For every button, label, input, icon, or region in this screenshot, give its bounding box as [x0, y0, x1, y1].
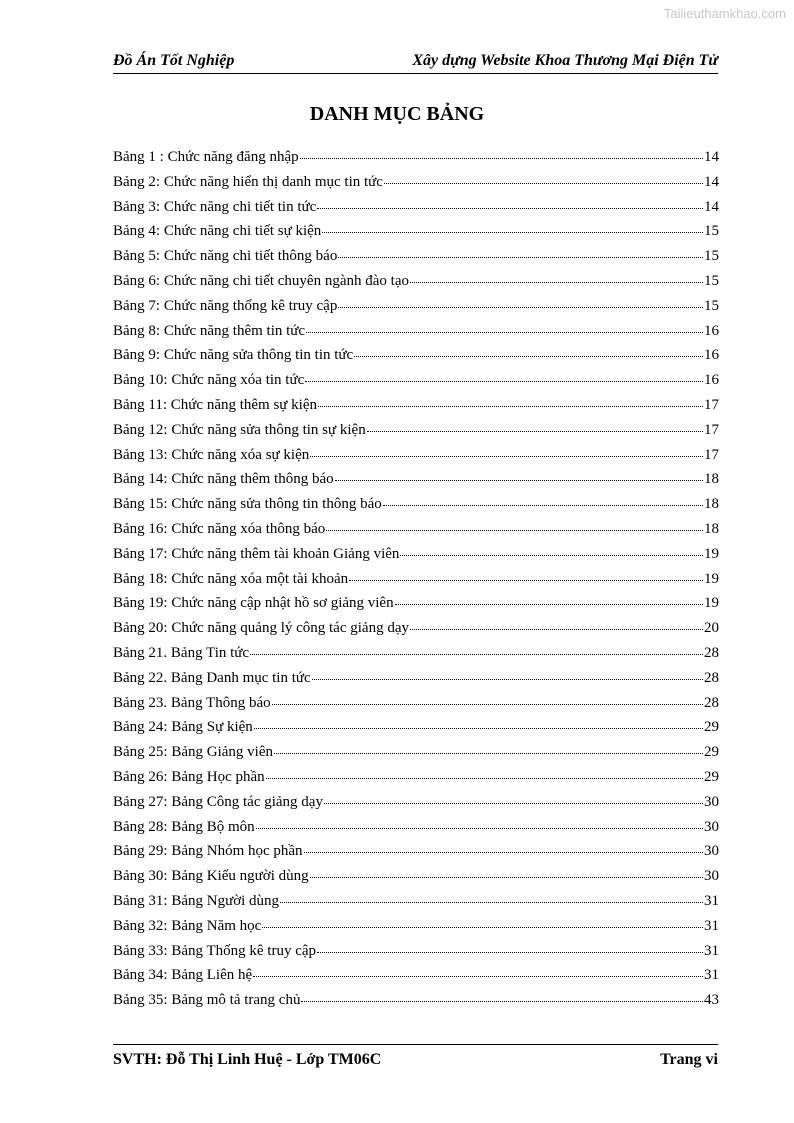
toc-entry-page: 29: [704, 744, 719, 761]
toc-dot-leader: [318, 392, 703, 407]
toc-entry-page: 30: [704, 843, 719, 860]
toc-entry-page: 15: [704, 272, 719, 289]
toc-entry-page: 31: [704, 967, 719, 984]
toc-entry[interactable]: [113, 369, 719, 394]
toc-entry-label: Bảng 16: Chức năng xóa thông báo: [113, 520, 326, 537]
toc-entry-label: Bảng 23. Bảng Thông báo: [113, 694, 271, 711]
toc-dot-leader: [317, 938, 703, 953]
footer-author: SVTH: Đỗ Thị Linh Huệ - Lớp TM06C: [113, 1051, 382, 1068]
table-of-contents: [113, 146, 719, 1014]
toc-entry-page: 31: [704, 917, 719, 934]
page-title: DANH MỤC BẢNG: [309, 103, 485, 125]
toc-entry-label: Bảng 15: Chức năng sửa thông tin thông báo: [113, 496, 382, 513]
toc-dot-leader: [349, 566, 703, 581]
toc-entry-page: 16: [704, 347, 719, 364]
toc-dot-leader: [410, 268, 703, 283]
toc-entry-page: 15: [704, 297, 719, 314]
toc-entry-page: 18: [704, 471, 719, 488]
toc-entry[interactable]: [113, 592, 719, 617]
toc-entry[interactable]: [113, 989, 719, 1014]
toc-dot-leader: [266, 764, 703, 779]
toc-entry-label: Bảng 11: Chức năng thêm sự kiện: [113, 396, 318, 413]
toc-entry-page: 29: [704, 768, 719, 785]
toc-entry-label: Bảng 33: Bảng Thống kê truy cập: [113, 942, 317, 959]
toc-entry-page: 31: [704, 892, 719, 909]
toc-entry-label: Bảng 35: Bảng mô tả trang chủ: [113, 992, 301, 1009]
toc-entry[interactable]: [113, 468, 719, 493]
toc-dot-leader: [272, 690, 703, 705]
toc-entry-label: Bảng 12: Chức năng sửa thông tin sự kiện: [113, 421, 366, 438]
toc-entry[interactable]: [113, 568, 719, 593]
toc-entry-page: 30: [704, 868, 719, 885]
toc-entry-page: 17: [704, 421, 719, 438]
toc-dot-leader: [304, 838, 703, 853]
toc-entry-label: Bảng 17: Chức năng thêm tài khoản Giảng viên: [113, 545, 400, 562]
toc-entry-label: Bảng 25: Bảng Giảng viên: [113, 744, 273, 761]
toc-entry-label: Bảng 31: Bảng Người dùng: [113, 892, 280, 909]
toc-entry-page: 43: [704, 992, 719, 1009]
toc-entry-page: 17: [704, 396, 719, 413]
toc-dot-leader: [354, 342, 703, 357]
toc-dot-leader: [326, 516, 703, 531]
toc-dot-leader: [253, 962, 703, 977]
toc-entry[interactable]: [113, 344, 719, 369]
toc-dot-leader: [274, 739, 703, 754]
toc-entry-label: Bảng 27: Bảng Công tác giảng dạy: [113, 793, 323, 810]
toc-entry[interactable]: [113, 320, 719, 345]
toc-dot-leader: [317, 194, 703, 209]
toc-entry-label: Bảng 34: Bảng Liên hệ: [113, 967, 253, 984]
toc-entry-page: 15: [704, 248, 719, 265]
toc-entry[interactable]: [113, 642, 719, 667]
header-right-text: Xây dựng Website Khoa Thương Mại Điện Tử: [412, 52, 718, 69]
toc-entry-label: Bảng 22. Bảng Danh mục tin tức: [113, 669, 311, 686]
toc-entry-label: Bảng 13: Chức năng xóa sự kiện: [113, 446, 310, 463]
toc-dot-leader: [338, 293, 703, 308]
toc-entry-label: Bảng 8: Chức năng thêm tin tức: [113, 322, 306, 339]
toc-entry-page: 16: [704, 372, 719, 389]
toc-dot-leader: [262, 913, 703, 928]
toc-entry[interactable]: [113, 270, 719, 295]
toc-entry[interactable]: [113, 394, 719, 419]
toc-entry-page: 15: [704, 223, 719, 240]
toc-entry[interactable]: [113, 940, 719, 965]
toc-entry[interactable]: [113, 865, 719, 890]
toc-entry[interactable]: [113, 816, 719, 841]
toc-entry-page: 31: [704, 942, 719, 959]
toc-entry-page: 28: [704, 644, 719, 661]
toc-entry-page: 29: [704, 719, 719, 736]
toc-dot-leader: [301, 987, 703, 1002]
toc-entry-label: Bảng 29: Bảng Nhóm học phần: [113, 843, 303, 860]
toc-entry-page: 20: [704, 620, 719, 637]
toc-dot-leader: [310, 863, 703, 878]
toc-entry-label: Bảng 5: Chức năng chi tiết thông báo: [113, 248, 338, 265]
footer-page-number: Trang vi: [660, 1051, 718, 1068]
toc-dot-leader: [400, 541, 703, 556]
toc-entry[interactable]: [113, 692, 719, 717]
toc-entry[interactable]: [113, 915, 719, 940]
toc-entry-page: 17: [704, 446, 719, 463]
toc-entry-label: Bảng 14: Chức năng thêm thông báo: [113, 471, 334, 488]
toc-entry-label: Bảng 2: Chức năng hiển thị danh mục tin tức: [113, 173, 383, 190]
toc-entry[interactable]: [113, 171, 719, 196]
toc-dot-leader: [256, 814, 703, 829]
toc-entry-label: Bảng 21. Bảng Tin tức: [113, 644, 250, 661]
toc-entry-page: 19: [704, 595, 719, 612]
toc-entry[interactable]: [113, 716, 719, 741]
watermark: Tailieuthamkhao.com: [663, 6, 786, 21]
toc-entry[interactable]: [113, 667, 719, 692]
toc-entry[interactable]: [113, 444, 719, 469]
toc-entry-label: Bảng 4: Chức năng chi tiết sự kiện: [113, 223, 322, 240]
toc-dot-leader: [312, 665, 703, 680]
toc-entry-label: Bảng 24: Bảng Sự kiện: [113, 719, 253, 736]
toc-entry-label: Bảng 26: Bảng Học phần: [113, 768, 265, 785]
page-footer: [113, 1044, 718, 1069]
toc-entry[interactable]: [113, 196, 719, 221]
toc-entry[interactable]: [113, 220, 719, 245]
toc-entry[interactable]: [113, 741, 719, 766]
header-left-text: Đồ Án Tốt Nghiệp: [113, 52, 235, 69]
toc-entry[interactable]: [113, 964, 719, 989]
toc-entry[interactable]: [113, 146, 719, 171]
toc-entry[interactable]: [113, 518, 719, 543]
toc-entry[interactable]: [113, 617, 719, 642]
toc-dot-leader: [367, 417, 703, 432]
toc-entry-page: 28: [704, 669, 719, 686]
toc-entry[interactable]: [113, 766, 719, 791]
toc-entry-page: 18: [704, 520, 719, 537]
toc-dot-leader: [322, 218, 703, 233]
toc-entry[interactable]: [113, 890, 719, 915]
toc-entry-page: 14: [704, 149, 719, 165]
toc-dot-leader: [383, 491, 703, 506]
toc-entry[interactable]: [113, 245, 719, 270]
toc-entry[interactable]: [113, 791, 719, 816]
toc-entry-page: 14: [704, 198, 719, 215]
toc-entry-label: Bảng 10: Chức năng xóa tin tức: [113, 372, 305, 389]
toc-dot-leader: [300, 144, 703, 159]
toc-entry-label: Bảng 7: Chức năng thống kê truy cập: [113, 297, 338, 314]
toc-entry-label: Bảng 28: Bảng Bộ môn: [113, 818, 255, 835]
toc-entry-page: 30: [704, 793, 719, 810]
toc-entry-label: Bảng 30: Bảng Kiểu người dùng: [113, 868, 309, 885]
toc-entry-page: 19: [704, 545, 719, 562]
toc-entry[interactable]: [113, 543, 719, 568]
toc-dot-leader: [305, 367, 703, 382]
page-header: [113, 46, 718, 74]
toc-entry[interactable]: [113, 419, 719, 444]
toc-dot-leader: [250, 640, 703, 655]
toc-dot-leader: [280, 888, 703, 903]
toc-dot-leader: [384, 169, 703, 184]
toc-dot-leader: [410, 615, 703, 630]
toc-dot-leader: [324, 789, 703, 804]
toc-dot-leader: [395, 590, 703, 605]
toc-entry-label: Bảng 18: Chức năng xóa một tài khoản: [113, 570, 349, 587]
toc-entry-page: 16: [704, 322, 719, 339]
toc-entry-label: Bảng 1 : Chức năng đăng nhập: [113, 149, 299, 165]
toc-entry[interactable]: [113, 295, 719, 320]
toc-entry-label: Bảng 3: Chức năng chi tiết tin tức: [113, 198, 317, 215]
toc-dot-leader: [338, 243, 703, 258]
toc-entry[interactable]: [113, 840, 719, 865]
toc-entry-page: 14: [704, 173, 719, 190]
toc-entry-label: Bảng 6: Chức năng chi tiết chuyên ngành đào tạo: [113, 272, 409, 289]
toc-dot-leader: [310, 442, 703, 457]
toc-dot-leader: [254, 714, 703, 729]
toc-entry-page: 19: [704, 570, 719, 587]
toc-entry-label: Bảng 20: Chức năng quảng lý công tác giảng dạy: [113, 620, 409, 637]
toc-dot-leader: [335, 466, 703, 481]
toc-dot-leader: [306, 318, 703, 333]
toc-entry-page: 28: [704, 694, 719, 711]
toc-entry-label: Bảng 9: Chức năng sửa thông tin tin tức: [113, 347, 354, 364]
toc-entry-page: 18: [704, 496, 719, 513]
toc-entry-label: Bảng 32: Bảng Năm học: [113, 917, 262, 934]
toc-entry-page: 30: [704, 818, 719, 835]
toc-entry[interactable]: [113, 493, 719, 518]
toc-entry-label: Bảng 19: Chức năng cập nhật hồ sơ giảng viên: [113, 595, 394, 612]
